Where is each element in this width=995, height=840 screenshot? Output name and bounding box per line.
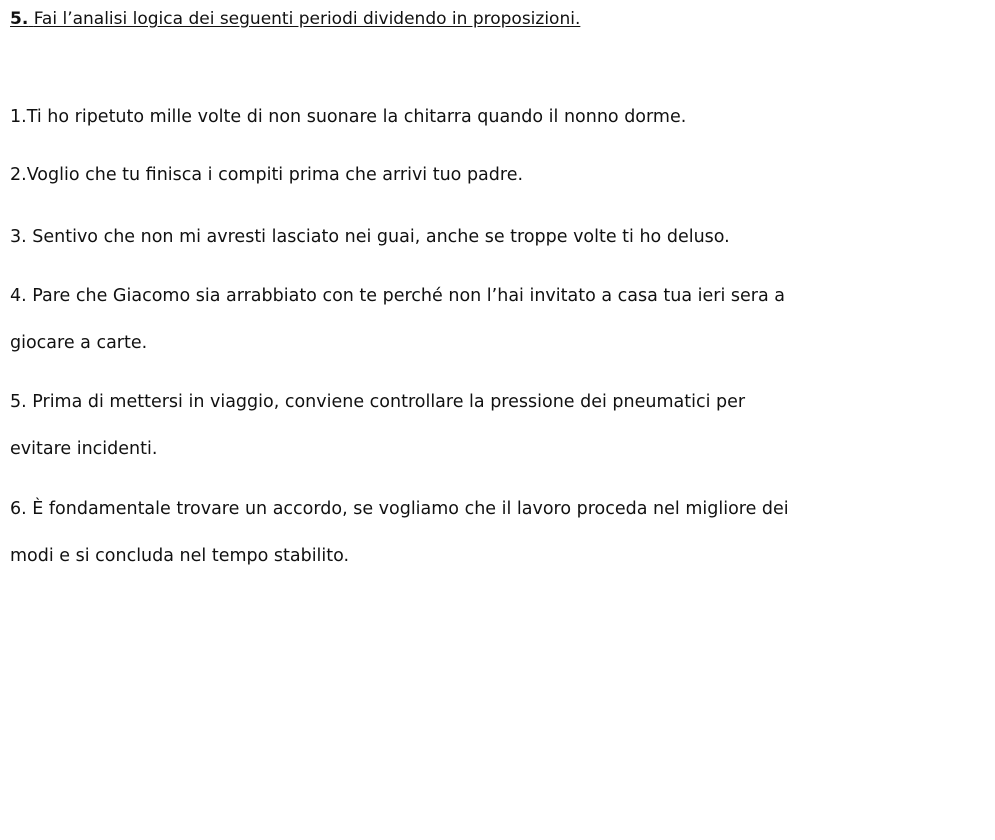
sentence-4-line-1: 4. Pare che Giacomo sia arrabbiato con te perché non l’hai invitato a casa tua ieri sera a <box>10 286 785 306</box>
sentence-2-line-1: 2.Voglio che tu finisca i compiti prima che arrivi tuo padre. <box>10 165 524 185</box>
sentence-5-line-2: evitare incidenti. <box>10 439 158 459</box>
sentence-6-line-2: modi e si concluda nel tempo stabilito. <box>10 546 350 566</box>
exercise-number: 5. <box>10 9 29 29</box>
exercise-heading <box>10 6 580 32</box>
sentence-4-line-2: giocare a carte. <box>10 333 148 353</box>
sentence-3-line-1: 3. Sentivo che non mi avresti lasciato nei guai, anche se troppe volte ti ho deluso. <box>10 227 730 247</box>
exercise-instruction: Fai l’analisi logica dei seguenti periodi dividendo in proposizioni. <box>33 9 581 29</box>
sentence-5-line-1: 5. Prima di mettersi in viaggio, conviene controllare la pressione dei pneumatici per <box>10 392 746 412</box>
sentence-1-line-1: 1.Ti ho ripetuto mille volte di non suonare la chitarra quando il nonno dorme. <box>10 107 687 127</box>
sentence-6-line-1: 6. È fondamentale trovare un accordo, se vogliamo che il lavoro proceda nel migliore dei <box>10 499 789 519</box>
